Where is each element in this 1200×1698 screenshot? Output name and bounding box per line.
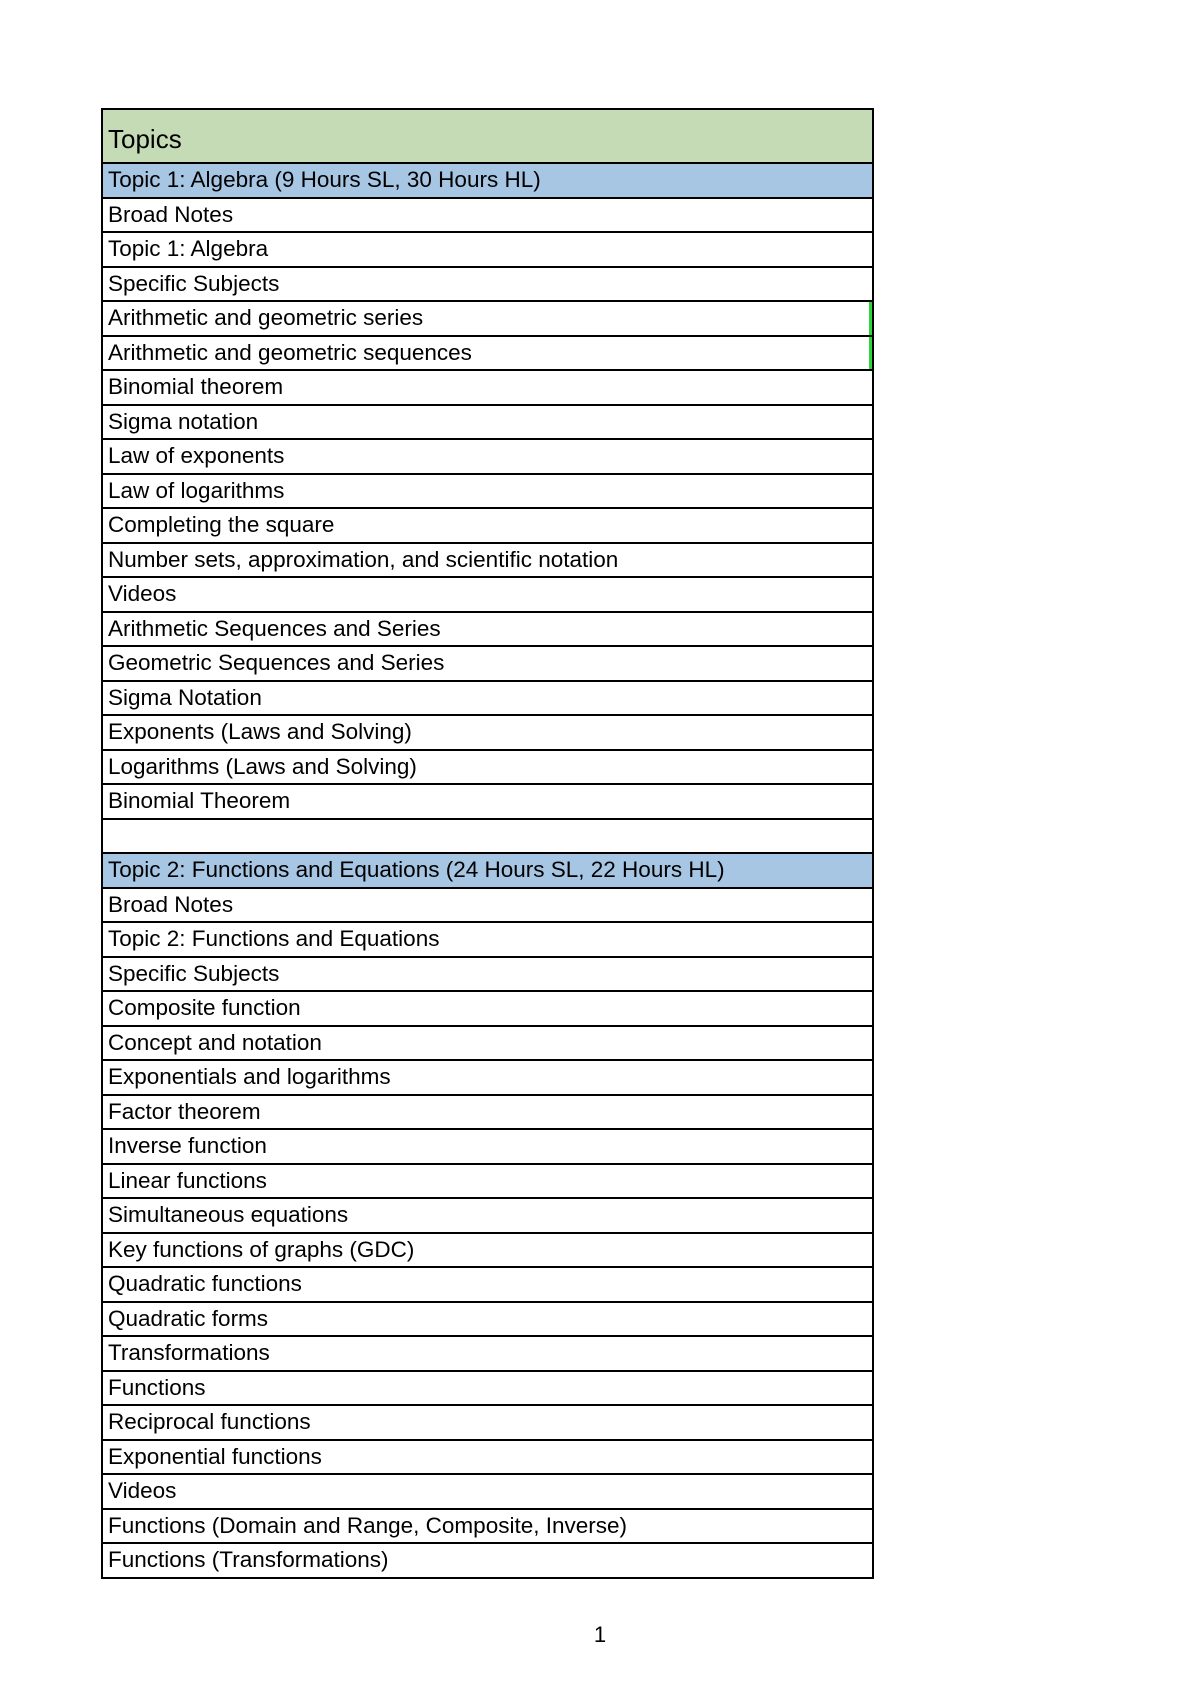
table-row[interactable]: Completing the square bbox=[103, 507, 872, 542]
table-row[interactable]: Functions (Transformations) bbox=[103, 1542, 872, 1577]
table-row[interactable]: Geometric Sequences and Series bbox=[103, 645, 872, 680]
table-row[interactable]: Videos bbox=[103, 576, 872, 611]
table-row[interactable]: Sigma Notation bbox=[103, 680, 872, 715]
table-row[interactable]: Binomial Theorem bbox=[103, 783, 872, 818]
table-row[interactable]: Linear functions bbox=[103, 1163, 872, 1198]
table-row[interactable]: Simultaneous equations bbox=[103, 1197, 872, 1232]
table-header: Topics bbox=[103, 110, 872, 162]
table-body bbox=[103, 162, 872, 1577]
table-row[interactable]: Binomial theorem bbox=[103, 369, 872, 404]
table-row[interactable]: Quadratic functions bbox=[103, 1266, 872, 1301]
table-row[interactable]: Transformations bbox=[103, 1335, 872, 1370]
table-row[interactable]: Specific Subjects bbox=[103, 956, 872, 991]
table-row[interactable]: Logarithms (Laws and Solving) bbox=[103, 749, 872, 784]
table-row[interactable]: Arithmetic Sequences and Series bbox=[103, 611, 872, 646]
table-row[interactable]: Law of exponents bbox=[103, 438, 872, 473]
table-row[interactable]: Exponentials and logarithms bbox=[103, 1059, 872, 1094]
table-row[interactable]: Number sets, approximation, and scientific notation bbox=[103, 542, 872, 577]
table-row[interactable]: Sigma notation bbox=[103, 404, 872, 439]
page-number: 1 bbox=[593, 1622, 607, 1647]
table-row[interactable]: Inverse function bbox=[103, 1128, 872, 1163]
table-row[interactable]: Videos bbox=[103, 1473, 872, 1508]
topic-heading-row[interactable]: Topic 2: Functions and Equations (24 Hours SL, 22 Hours HL) bbox=[103, 852, 872, 887]
table-row[interactable]: Law of logarithms bbox=[103, 473, 872, 508]
table-row[interactable]: Reciprocal functions bbox=[103, 1404, 872, 1439]
table-row[interactable]: Exponential functions bbox=[103, 1439, 872, 1474]
table-row[interactable]: Broad Notes bbox=[103, 197, 872, 232]
table-row[interactable]: Quadratic forms bbox=[103, 1301, 872, 1336]
table-row[interactable]: Concept and notation bbox=[103, 1025, 872, 1060]
table-row[interactable]: Arithmetic and geometric sequences bbox=[103, 335, 872, 370]
table-row[interactable] bbox=[103, 818, 872, 853]
table-row[interactable]: Key functions of graphs (GDC) bbox=[103, 1232, 872, 1267]
topics-table bbox=[101, 108, 874, 1579]
topic-heading-row[interactable]: Topic 1: Algebra (9 Hours SL, 30 Hours HL) bbox=[103, 162, 872, 197]
table-row[interactable]: Arithmetic and geometric series bbox=[103, 300, 872, 335]
table-row[interactable]: Topic 1: Algebra bbox=[103, 231, 872, 266]
table-row[interactable]: Composite function bbox=[103, 990, 872, 1025]
table-row[interactable]: Functions bbox=[103, 1370, 872, 1405]
table-row[interactable]: Specific Subjects bbox=[103, 266, 872, 301]
table-row[interactable]: Topic 2: Functions and Equations bbox=[103, 921, 872, 956]
table-row[interactable]: Functions (Domain and Range, Composite, Inverse) bbox=[103, 1508, 872, 1543]
table-row[interactable]: Exponents (Laws and Solving) bbox=[103, 714, 872, 749]
table-row[interactable]: Broad Notes bbox=[103, 887, 872, 922]
table-row[interactable]: Factor theorem bbox=[103, 1094, 872, 1129]
